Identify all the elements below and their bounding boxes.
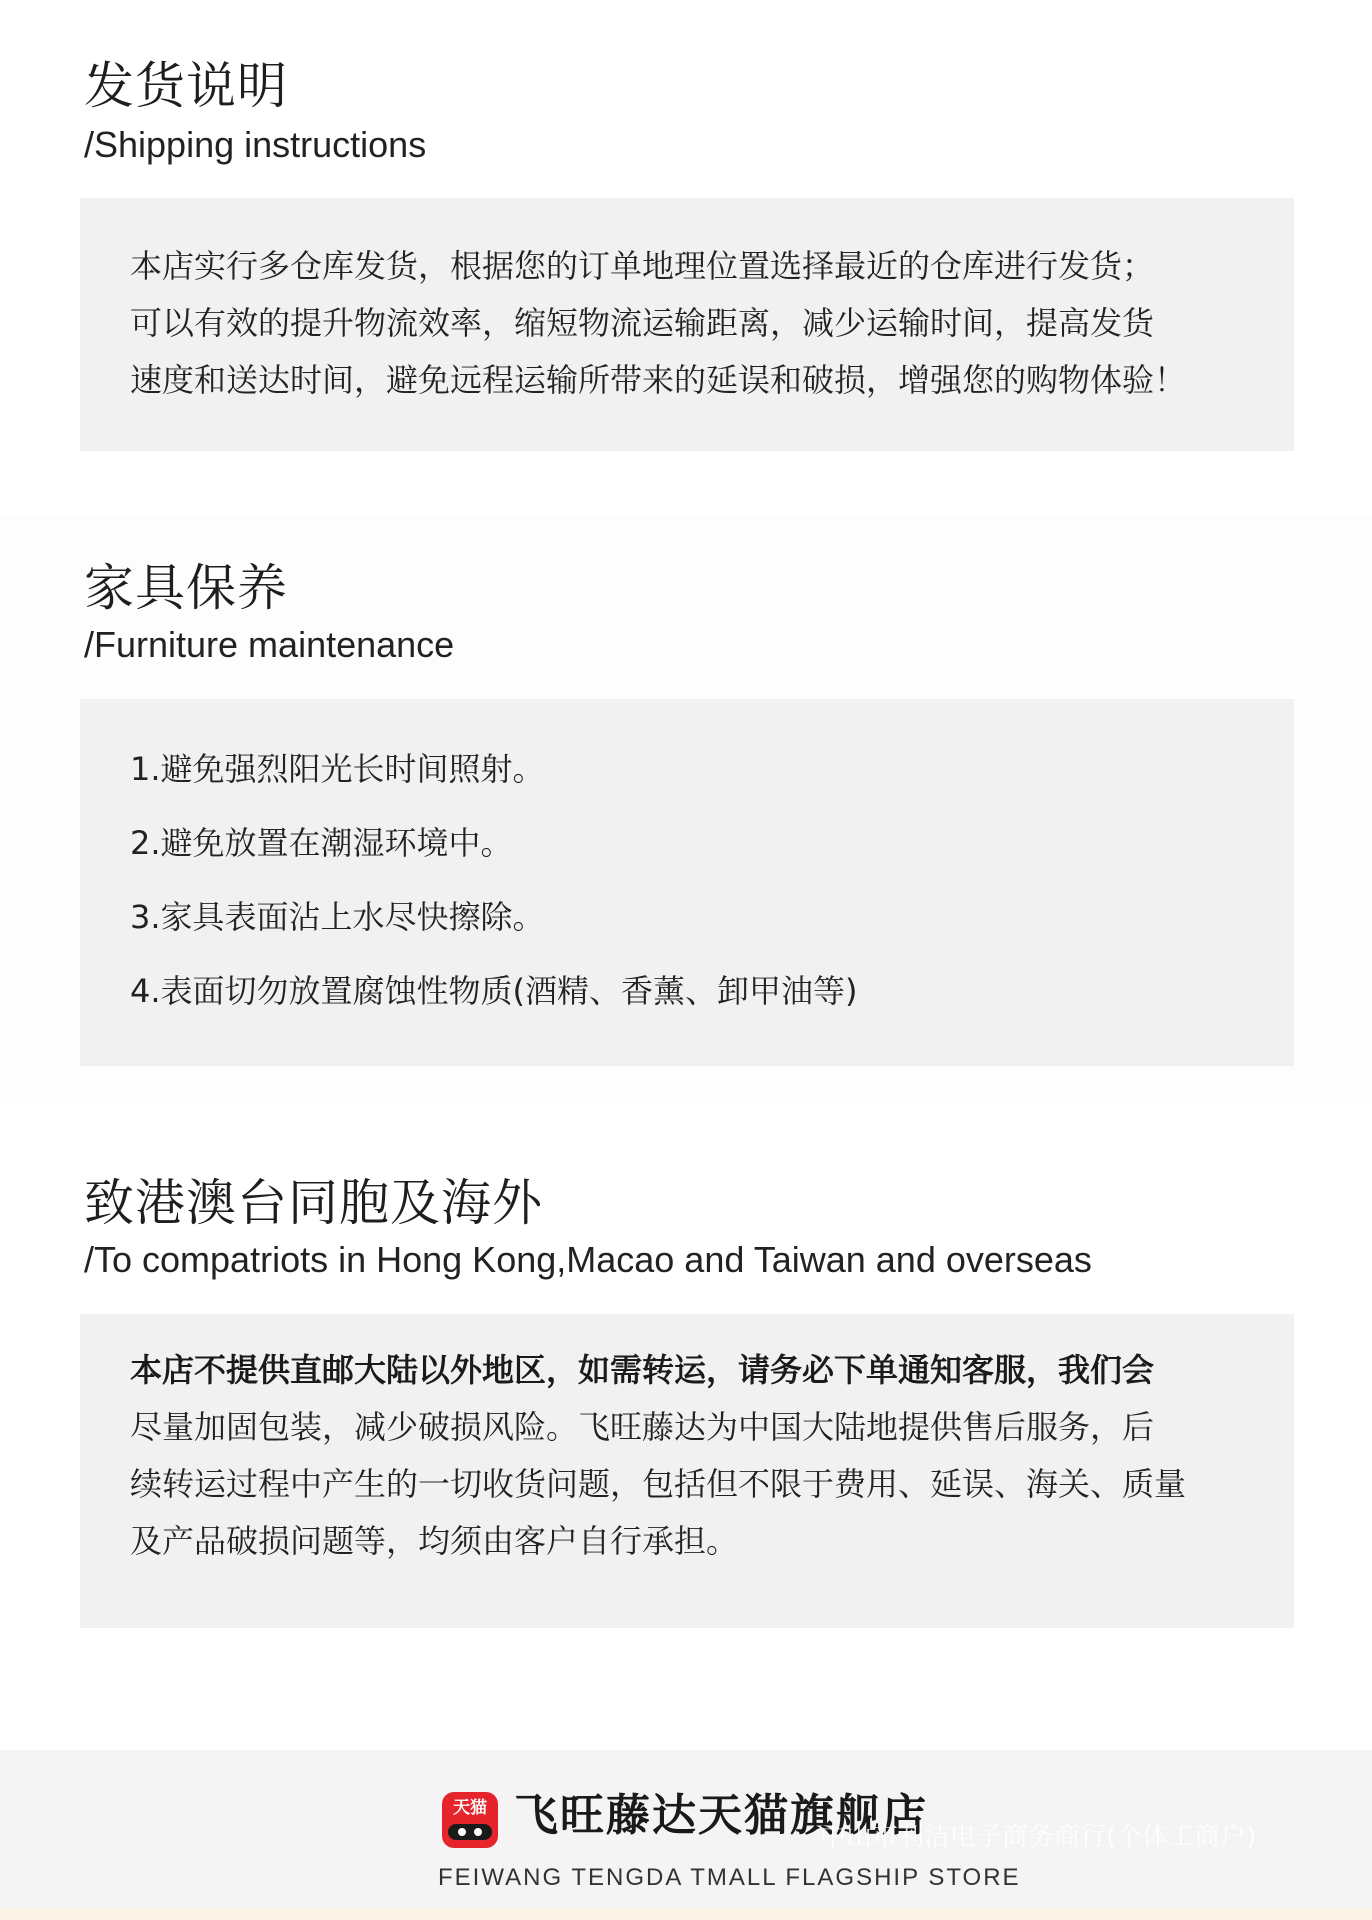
overseas-section <box>0 1105 1372 1750</box>
shipping-title: 发货说明 <box>84 57 288 115</box>
shipping-info-box <box>80 198 1294 451</box>
maintenance-item: 2.避免放置在潮湿环境中。 <box>130 824 513 862</box>
maintenance-subtitle: /Furniture maintenance <box>84 624 455 665</box>
tmall-cat-face <box>448 1824 492 1840</box>
maintenance-item: 4.表面切勿放置腐蚀性物质(酒精、香薰、卸甲油等) <box>130 972 858 1010</box>
footer-band <box>0 1908 1372 1920</box>
overseas-subtitle: /To compatriots in Hong Kong,Macao and Taiwan and overseas <box>84 1239 1092 1280</box>
shipping-line-3: 速度和送达时间，避免远程运输所带来的延误和破损，增强您的购物体验！ <box>130 361 1187 399</box>
maintenance-section <box>0 515 1372 1105</box>
shipping-section <box>0 0 1372 510</box>
store-name-en: FEIWANG TENGDA TMALL FLAGSHIP STORE <box>438 1864 1021 1891</box>
shipping-subtitle: /Shipping instructions <box>84 124 427 165</box>
maintenance-item: 3.家具表面沾上水尽快擦除。 <box>130 898 545 936</box>
maintenance-info-box <box>80 699 1294 1066</box>
store-name: 飞旺藤达天猫旗舰店 <box>514 1790 928 1841</box>
overseas-line-4: 及产品破损问题等，均须由客户自行承担。 <box>130 1522 739 1560</box>
shipping-line-2: 可以有效的提升物流效率，缩短物流运输距离，减少运输时间，提高发货 <box>130 304 1155 342</box>
tmall-logo-icon <box>442 1792 498 1848</box>
tmall-cat-eye <box>458 1828 466 1836</box>
store-footer <box>0 1750 1372 1920</box>
tmall-cat-eye <box>474 1828 482 1836</box>
shipping-line-1: 本店实行多仓库发货，根据您的订单地理位置选择最近的仓库进行发货； <box>130 247 1155 285</box>
tmall-logo-text: 天猫 <box>453 1798 487 1818</box>
maintenance-item: 1.避免强烈阳光长时间照射。 <box>130 750 545 788</box>
overseas-line-1: 本店不提供直邮大陆以外地区，如需转运，请务必下单通知客服，我们会 <box>130 1351 1155 1389</box>
maintenance-title: 家具保养 <box>84 559 288 617</box>
overseas-title: 致港澳台同胞及海外 <box>84 1174 543 1232</box>
overseas-info-box <box>80 1314 1294 1628</box>
overseas-line-2: 尽量加固包装，减少破损风险。飞旺藤达为中国大陆地提供售后服务，后 <box>130 1408 1155 1446</box>
maintenance-list <box>130 749 1254 1011</box>
company-watermark: 中山市利洁电子商务商行(个体工商户) <box>820 1822 1257 1852</box>
overseas-line-3: 续转运过程中产生的一切收货问题，包括但不限于费用、延误、海关、质量 <box>130 1465 1187 1503</box>
